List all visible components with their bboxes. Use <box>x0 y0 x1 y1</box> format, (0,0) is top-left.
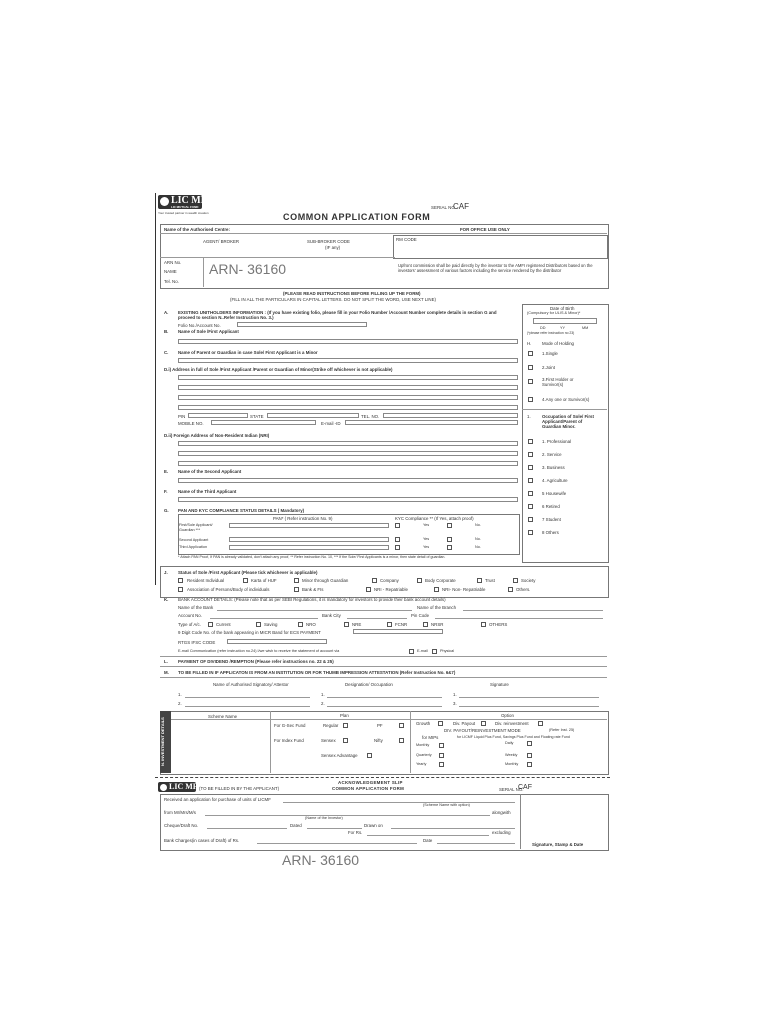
dob-mm: MM <box>582 326 589 330</box>
ack-arn-stamp: ARN- 36160 <box>282 852 360 868</box>
folio-label: Folio No./Account No. <box>178 323 221 328</box>
sig-row1-line-3[interactable] <box>459 697 599 698</box>
branch-label: Name of the Branch <box>417 605 457 610</box>
option-head: Option <box>501 713 514 718</box>
kyc-head: KYC Compliance ** (If Yes, attach proof) <box>395 516 474 521</box>
dob-yy: YY <box>560 326 566 330</box>
regular-label: Regular <box>323 723 339 728</box>
email-comm-label: E-mail Communication (refer instruction no.24) I/we wish to receive the statement of account via <box>178 649 340 653</box>
kyc-third-no-checkbox[interactable] <box>447 545 452 550</box>
sub-broker-label: SUB-BROKER CODE <box>307 239 350 244</box>
centre-col-divider <box>203 257 204 287</box>
ack-along-with: alongwith <box>492 810 511 815</box>
sig-row2-line-1[interactable] <box>185 706 310 707</box>
status-8-checkbox[interactable] <box>178 587 183 592</box>
status-7-checkbox[interactable] <box>513 578 518 583</box>
first-applicant-input[interactable] <box>178 339 518 344</box>
ack-investor: (Name of the Investor) <box>305 816 343 820</box>
status-4-checkbox[interactable] <box>372 578 377 583</box>
section-j-letter: J. <box>164 570 168 575</box>
kyc-second-no-checkbox[interactable] <box>447 537 452 542</box>
ack-dated: Dated <box>290 823 302 828</box>
monthly-label-1: Monthly <box>416 743 430 747</box>
physical-opt-label: Physical <box>440 649 455 653</box>
occ-retired-label: 6 Retired <box>542 504 560 509</box>
micr-input[interactable] <box>353 629 443 634</box>
pan-first-input[interactable] <box>229 523 389 528</box>
ack-for-rs-line[interactable] <box>367 835 489 836</box>
state-input[interactable] <box>267 413 359 418</box>
dob-note: (*please refer instruction no 23) <box>527 331 575 335</box>
ac-others-checkbox[interactable] <box>481 622 486 627</box>
licmf-note: for LICMF Liquid Plus Fund, Savings Plus Fund and Floating rate Fund <box>457 735 570 739</box>
occ-housewife-checkbox[interactable] <box>528 491 533 496</box>
guardian-input[interactable] <box>178 358 518 363</box>
email-label: E-mail -ID <box>321 421 341 426</box>
sensex-checkbox[interactable] <box>343 738 348 743</box>
mobile-input[interactable] <box>211 420 316 425</box>
physical-statement-checkbox[interactable] <box>432 649 437 654</box>
kyc-second-yes-checkbox[interactable] <box>395 537 400 542</box>
email-input[interactable] <box>345 420 518 425</box>
ack-serial-label: SERIAL NO. <box>499 787 524 792</box>
bank-city-label: Bank City <box>322 613 341 618</box>
logo-text: LIC MF <box>171 195 207 206</box>
ack-from-line[interactable] <box>205 815 490 816</box>
occ-agriculture-checkbox[interactable] <box>528 478 533 483</box>
kyc-third-yes: Yes <box>423 545 430 549</box>
scheme-col-divider <box>270 711 271 773</box>
ack-bank-charges-line[interactable] <box>257 843 417 844</box>
sig-row1-line-2[interactable] <box>327 697 442 698</box>
arn-no-label: ARN No. <box>164 260 182 265</box>
status-6-checkbox[interactable] <box>477 578 482 583</box>
refer-inst-label: (Refer Inst. 25) <box>549 728 575 732</box>
ack-dated-line[interactable] <box>307 828 362 829</box>
ac-nrsr-checkbox[interactable] <box>423 622 428 627</box>
occ-service-checkbox[interactable] <box>528 452 533 457</box>
section-e-text: Name of the Second Applicant <box>178 469 242 474</box>
occ-others-label: 8 Others <box>542 530 559 535</box>
dob-label: Date of Birth <box>550 306 575 311</box>
pan-head: PAN* ( Refer instruction No. 9) <box>273 516 333 521</box>
sensex-label: Sensex <box>321 738 336 743</box>
section-a-text: EXISTING UNITHOLDERS INFORMATION : (If you have existing folio, please fill in your Folio Number /Account Number complete details in section G and proceed to section N..Refer Instruction No. 3.) <box>178 310 497 320</box>
mode-survivor-label: 3.First Holder or Survivor(s) <box>542 377 574 387</box>
ack-for-rs: For Rs. <box>348 830 363 835</box>
ack-excluding: excluding <box>492 830 511 835</box>
ac-others-label: OTHERS <box>489 622 508 627</box>
address-line-3[interactable] <box>178 395 518 400</box>
yearly-checkbox[interactable] <box>439 762 444 767</box>
dob-sublabel: (Compulsory for ULIS & Minor)* <box>527 311 581 315</box>
sig-row2-num-2: 2. <box>321 701 325 706</box>
attach-note: * Attach PAN Proof, If PAN is already validated, don't attach any proof, ** Refer instruction No. 10, *** If the Sole/ First Applicants is a minor, then state detail of guardian. <box>178 555 446 559</box>
ack-title-2: COMMON APPLICATION FORM <box>332 786 405 791</box>
ack-title-1: ACKNOWLEDGEMENT SLIP <box>338 780 403 785</box>
section-b-text: Name of Sole /First Applicant <box>178 329 239 334</box>
section-m-text: TO BE FILLED IN IF APPLICATON IS FROM AN INSTITUTION OR FOR THUMB IMPRESSION ATTESTATION (Refer Instruction No. 6&7) <box>178 670 456 675</box>
tel-input[interactable] <box>383 413 518 418</box>
rtgs-input[interactable] <box>227 639 327 644</box>
nifty-label: Nifty <box>374 738 383 743</box>
div-payout-checkbox[interactable] <box>481 721 486 726</box>
section-k-letter: K. <box>164 597 169 602</box>
address-line-2[interactable] <box>178 385 518 390</box>
ack-cheque: Cheque/Draft No. <box>164 823 199 828</box>
ac-nre-label: NRE <box>352 622 362 627</box>
folio-input[interactable] <box>237 322 367 327</box>
status-12-checkbox[interactable] <box>508 587 513 592</box>
lic-mf-logo <box>158 195 207 209</box>
ack-drawn-on: Drawn on <box>364 823 383 828</box>
weekly-label: Weekly <box>505 753 518 757</box>
address-line-1[interactable] <box>178 375 518 380</box>
ack-logo <box>158 782 196 792</box>
section-l-top <box>160 656 607 657</box>
section-c-letter: C. <box>164 350 169 355</box>
status-11-label: NRI- Non- Repatriable <box>442 587 486 592</box>
ack-logo-text: LIC MF <box>169 782 198 791</box>
daily-label: Daily <box>505 741 514 745</box>
account-no-label: Account No. <box>178 613 202 618</box>
mode-single-label: 1.Single <box>542 351 558 356</box>
ac-current-checkbox[interactable] <box>208 622 213 627</box>
div-reinv-checkbox[interactable] <box>538 721 543 726</box>
pan-second-input[interactable] <box>229 537 389 542</box>
status-12-label: Others. <box>516 587 531 592</box>
ac-saving-checkbox[interactable] <box>256 622 261 627</box>
ac-saving-label: Saving <box>264 622 278 627</box>
ack-filled-label: (TO BE FILLED IN BY THE APPLICANT) <box>199 786 280 791</box>
occ-others-checkbox[interactable] <box>528 530 533 535</box>
mode-anyone-label: 4.Any one or Survivor(s) <box>542 397 590 402</box>
section-l-letter: L. <box>164 659 168 664</box>
occ-retired-checkbox[interactable] <box>528 504 533 509</box>
bank-city-line[interactable] <box>347 618 407 619</box>
ack-stamp-divider <box>520 794 521 849</box>
tel-no-label: Tel. No. <box>164 279 179 284</box>
section-a-letter: A. <box>164 310 169 315</box>
row-second: Second Applicant <box>179 538 209 542</box>
ac-fcnr-label: FCNR <box>395 622 408 627</box>
status-6-label: Trust <box>485 578 495 583</box>
status-1-label: Resident Individual <box>187 578 225 583</box>
status-2-label: Karta of HUF <box>251 578 277 583</box>
email-opt-label: E-mail <box>417 649 428 653</box>
sig-row1-line-1[interactable] <box>185 697 310 698</box>
if-any-label: (IF any) <box>325 245 341 250</box>
sig-row2-num-3: 3. <box>453 701 457 706</box>
status-8-label: Association of Persons/Body of individuals <box>187 587 270 592</box>
regular-checkbox[interactable] <box>343 723 348 728</box>
section-k-text: BANK ACCOUNT DETAILS: (Please note that as per SEBI Regulations, it is mandatory for investors to provide their bank account details) <box>178 597 446 602</box>
div-reinv-label: Div. reinvestment <box>495 721 529 726</box>
sig-row1-num-2: 1. <box>321 692 325 697</box>
kyc-first-yes: Yes <box>423 523 430 527</box>
growth-checkbox[interactable] <box>438 721 443 726</box>
centre-divider-2 <box>160 257 395 258</box>
bank-name-line[interactable] <box>217 610 412 611</box>
form-title: COMMON APPLICATION FORM <box>283 212 431 222</box>
pf-checkbox[interactable] <box>399 723 404 728</box>
section-j-text: Status of Sole /First Applicant (Please tick whichever is applicable) <box>178 570 318 575</box>
kyc-third-yes-checkbox[interactable] <box>395 545 400 550</box>
upfront-note: Upfront commission shall be paid directly by the investor to the AMFI registered Distributors based on the investors' assessment of various factors including the service rendered by the distributor <box>398 263 593 273</box>
quarterly-checkbox[interactable] <box>439 753 444 758</box>
bank-name-label: Name of the Bank <box>178 605 214 610</box>
div-payout-label: Div. Payout <box>453 721 476 726</box>
sig-row2-num-1: 2. <box>178 701 182 706</box>
status-10-label: NRI - Repatriable <box>374 587 408 592</box>
ac-nre-checkbox[interactable] <box>344 622 349 627</box>
application-form <box>155 193 610 868</box>
section-m-divider <box>160 677 607 678</box>
section-l-bottom <box>160 666 607 667</box>
for-mips-label: for MIPs <box>422 735 439 740</box>
nri-address-2[interactable] <box>178 451 518 456</box>
kyc-second-no: No. <box>475 537 481 541</box>
section-g-letter: G. <box>164 508 169 513</box>
nri-address-1[interactable] <box>178 441 518 446</box>
monthly-mip-checkbox[interactable] <box>439 743 444 748</box>
status-11-checkbox[interactable] <box>434 587 439 592</box>
pin-code-line[interactable] <box>435 618 603 619</box>
ack-emblem-icon <box>160 784 167 791</box>
kyc-second-yes: Yes <box>423 537 430 541</box>
section-d2-text: D.ii) Foreign Address of Non-Resident Indian (NRI) <box>164 433 270 438</box>
investment-band: N. INVESTMENT DETAILS <box>160 711 171 773</box>
ack-scheme-opt: (Scheme Name with option) <box>423 803 470 807</box>
office-use-label: FOR OFFICE USE ONLY <box>460 227 510 232</box>
mode-of-holding: Mode of Holding <box>542 341 574 346</box>
plan-head: Plan <box>340 713 349 718</box>
right-panel-divider <box>522 409 607 410</box>
agent-broker-label: AGENT/ BROKER <box>203 239 240 244</box>
occ-professional-label: 1. Professional <box>542 439 572 444</box>
occ-service-label: 2. Service <box>542 452 562 457</box>
section-d1-text: D.i) Address in full of Sole /First Applicant /Parent or Guardian of Minor(Strike off whichever is not applicable) <box>164 367 393 372</box>
scheme-name-head: Scheme Name <box>208 714 238 719</box>
second-applicant-input[interactable] <box>178 478 518 483</box>
centre-name-label: Name of the Authorised Centre: <box>164 227 230 232</box>
status-5-label: Body Corporate <box>425 578 456 583</box>
occupation-title: Occupation of Sole/ First Applicant/Parent of Guardian Minor. <box>542 414 594 429</box>
ack-date-line[interactable] <box>437 843 515 844</box>
pan-third-input[interactable] <box>229 545 389 550</box>
instructions-line1: (PLEASE READ INSTRUCTIONS BEFORE FILLING UP THE FORM) <box>283 291 421 296</box>
dob-dd: DD <box>540 326 546 330</box>
nri-address-3[interactable] <box>178 461 518 466</box>
mode-joint-checkbox[interactable] <box>528 365 533 370</box>
mode-anyone-checkbox[interactable] <box>528 397 533 402</box>
occ-business-label: 3. Business <box>542 465 565 470</box>
ack-from: from Mr/Mrs/M/s <box>164 810 196 815</box>
occ-student-checkbox[interactable] <box>528 517 533 522</box>
nifty-checkbox[interactable] <box>399 738 404 743</box>
plan-col-divider <box>410 711 411 773</box>
type-ac-label: Type of A/c. <box>178 622 201 627</box>
ack-bank-charges: Bank Charges(in cases of Draft) of Rs. <box>164 838 240 843</box>
section-f-letter: F. <box>164 489 168 494</box>
sensex-adv-checkbox[interactable] <box>367 753 372 758</box>
logo-subtext: LIC MUTUAL FUND <box>171 205 199 209</box>
ack-cheque-line[interactable] <box>207 828 287 829</box>
section-l-text: PAYMENT OF DIVIDEND /REMPTION (Please refer instructions no. 22 & 25) <box>178 659 334 664</box>
ac-nro-label: NRO <box>306 622 316 627</box>
ac-current-label: Current <box>216 622 231 627</box>
occ-housewife-label: 5 Housewife <box>542 491 567 496</box>
section-c-text: Name of Parent or Guardian in case Sole/ First Applicant is a Minor <box>178 350 318 355</box>
section-g-text: PAN AND KYC COMPLIANCE STATUS DETAILS ( Mandatory) <box>178 508 305 513</box>
status-1-checkbox[interactable] <box>178 578 183 583</box>
email-statement-checkbox[interactable] <box>409 649 414 654</box>
sig-row2-line-3[interactable] <box>459 706 599 707</box>
occupation-number: 1. <box>527 414 531 419</box>
occ-professional-checkbox[interactable] <box>528 439 533 444</box>
section-m-letter: M. <box>164 670 169 675</box>
status-4-label: Company <box>380 578 399 583</box>
monthly-label-2: Monthly <box>505 762 519 766</box>
name-label: NAME <box>164 269 177 274</box>
ac-nro-checkbox[interactable] <box>298 622 303 627</box>
sig-row1-num-3: 1. <box>453 692 457 697</box>
centre-divider <box>160 233 607 234</box>
growth-label: Growth <box>416 721 431 726</box>
section-f-text: Name of the Third Applicant <box>178 489 237 494</box>
designation-head: Designation/ Occupation <box>345 682 393 687</box>
pin-input[interactable] <box>188 413 248 418</box>
account-no-line[interactable] <box>210 618 318 619</box>
ack-date: Date <box>423 838 433 843</box>
tel-label: TEL. NO. <box>361 414 380 419</box>
pin-label: PIN <box>178 414 186 419</box>
address-line-4[interactable] <box>178 405 518 410</box>
row-first: First/Sole Applicant/ Guardian *** <box>179 523 213 532</box>
h-label: H. <box>527 341 532 346</box>
auth-sig-head: Name of Authorised Signatory/ Attestor <box>213 682 289 687</box>
section-e-letter: E. <box>164 469 169 474</box>
micr-label: 9 Digit Code No. of the bank appearing in MICR Band for ECS PAYMENT <box>178 630 321 635</box>
ack-sig-stamp: Signature, Stamp & Date <box>532 842 584 847</box>
ack-scheme-line[interactable] <box>283 802 515 803</box>
sig-row2-line-2[interactable] <box>327 706 442 707</box>
div-mode-label: DIV. PAYOUT/REINVESTMENT MODE <box>444 728 521 733</box>
lic-emblem-icon <box>160 197 169 206</box>
serial-label: SERIAL NO. <box>431 205 457 210</box>
occ-student-label: 7 Student <box>542 517 561 522</box>
pin-code-label: Pin Code <box>411 613 430 618</box>
arn-stamp: ARN- 36160 <box>209 261 287 277</box>
status-10-checkbox[interactable] <box>366 587 371 592</box>
pf-label: PF <box>377 723 383 728</box>
status-2-checkbox[interactable] <box>243 578 248 583</box>
dob-field[interactable] <box>533 318 597 324</box>
ack-serial-value: CAF <box>518 784 532 791</box>
occ-agriculture-label: 4. Agriculture <box>542 478 568 483</box>
index-fund-label: For Index Fund <box>274 738 304 743</box>
ack-drawn-line[interactable] <box>391 828 515 829</box>
investment-head-divider <box>171 719 607 720</box>
kyc-first-yes-checkbox[interactable] <box>395 523 400 528</box>
rm-code-box <box>393 235 608 259</box>
sensex-adv-label: Sensex Advantage <box>321 753 358 758</box>
status-3-checkbox[interactable] <box>294 578 299 583</box>
branch-line[interactable] <box>463 610 603 611</box>
status-9-checkbox[interactable] <box>294 587 299 592</box>
occ-business-checkbox[interactable] <box>528 465 533 470</box>
weekly-checkbox[interactable] <box>527 753 532 758</box>
quarterly-label: Quarterly <box>416 753 432 757</box>
daily-checkbox[interactable] <box>527 741 532 746</box>
left-border <box>155 193 156 585</box>
tagline: Your trusted partner in wealth creation <box>158 211 209 215</box>
status-9-label: Bank & FIs <box>302 587 324 592</box>
cut-line <box>155 777 610 778</box>
third-applicant-input[interactable] <box>178 497 518 502</box>
mode-survivor-checkbox[interactable] <box>528 379 533 384</box>
row-third: Third Application <box>179 545 208 549</box>
status-3-label: Minor through Guardian <box>302 578 349 583</box>
ac-nrsr-label: NRSR <box>431 622 444 627</box>
status-5-checkbox[interactable] <box>417 578 422 583</box>
kyc-first-no-checkbox[interactable] <box>447 523 452 528</box>
mode-single-checkbox[interactable] <box>528 351 533 356</box>
sig-row1-num-1: 1. <box>178 692 182 697</box>
gsec-label: For G-Sec Fund <box>274 723 306 728</box>
kyc-first-no: No. <box>475 523 481 527</box>
ack-received: Received an application for purchase of units of LICMF <box>164 797 271 802</box>
mobile-label: MOBILE NO. <box>178 421 204 426</box>
status-7-label: Society <box>521 578 536 583</box>
state-label: STATE <box>250 414 264 419</box>
rm-code-label: RM CODE <box>396 237 417 242</box>
rtgs-label: RTGS IFSC CODE <box>178 640 216 645</box>
monthly-checkbox[interactable] <box>527 762 532 767</box>
mode-joint-label: 2.Joint <box>542 365 555 370</box>
yearly-label: Yearly <box>416 762 427 766</box>
signature-head: Signature <box>490 682 509 687</box>
section-b-letter: B. <box>164 329 169 334</box>
serial-value: CAF <box>453 202 469 211</box>
ac-fcnr-checkbox[interactable] <box>387 622 392 627</box>
instructions-line2: (FILL IN ALL THE PARTICULARS IN CAPITAL LETTERS. DO NOT SPLIT THE WORD, USE NEXT LINE) <box>230 297 436 302</box>
kyc-third-no: No. <box>475 545 481 549</box>
